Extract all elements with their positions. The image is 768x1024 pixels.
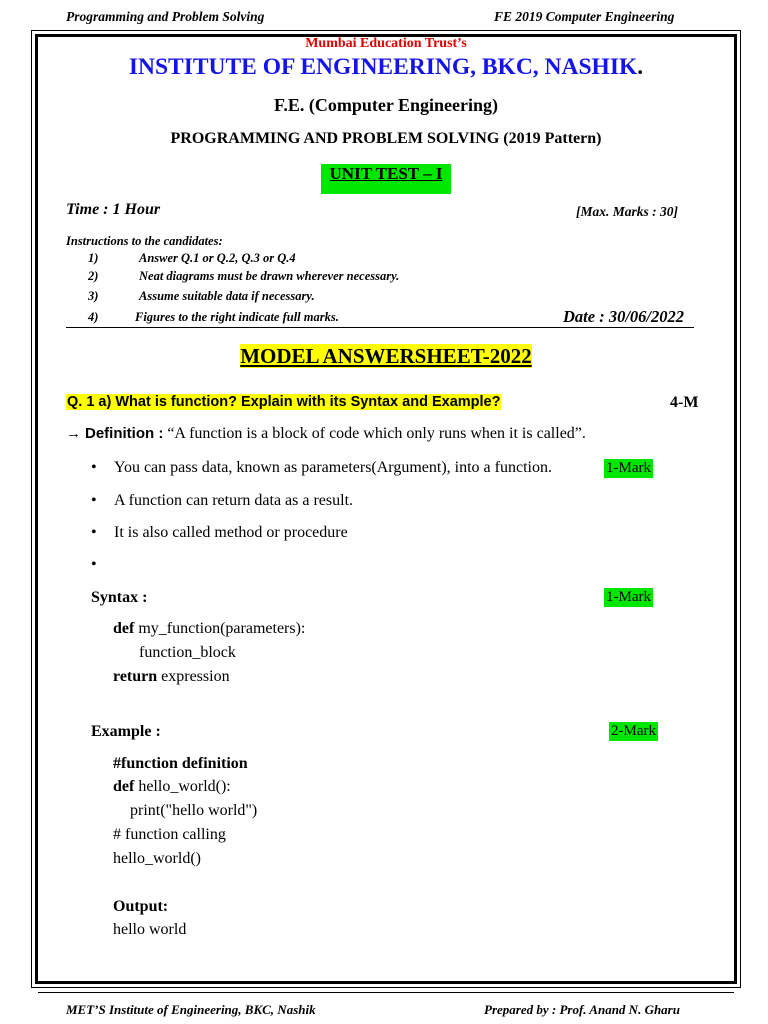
bullet-icon: •: [91, 556, 97, 573]
keyword: def: [113, 620, 135, 637]
trust-name: Mumbai Education Trust’s: [305, 36, 467, 51]
instruction-text: Neat diagrams must be drawn wherever necessary.: [139, 269, 400, 283]
code-comment: # function calling: [113, 826, 226, 843]
example-label: Example :: [91, 723, 161, 740]
keyword: def: [113, 778, 135, 795]
code-text: expression: [157, 668, 230, 685]
course-name: F.E. (Computer Engineering): [273, 95, 498, 115]
institute-name-text: INSTITUTE OF ENGINEERING, BKC, NASHIK: [128, 54, 638, 80]
definition-line: [66, 425, 586, 443]
definition-text: “A function is a block of code which only runs when it is called”.: [163, 425, 586, 442]
section-divider: [66, 327, 694, 328]
syntax-line: function_block: [139, 644, 236, 661]
subject-name: PROGRAMMING AND PROBLEM SOLVING (2019 Pattern): [170, 130, 602, 147]
unit-test-label: UNIT TEST – I: [321, 164, 451, 194]
footer-right: Prepared by : Prof. Anand N. Gharu: [484, 1002, 680, 1017]
instructions-title: Instructions to the candidates:: [66, 234, 223, 248]
mark-badge: 2-Mark: [611, 723, 656, 739]
arrow-icon: →: [66, 425, 81, 442]
bullet-icon: •: [91, 492, 97, 509]
instruction-text: Answer Q.1 or Q.2, Q.3 or Q.4: [139, 251, 296, 265]
question-text: Q. 1 a) What is function? Explain with its Syntax and Example?: [67, 394, 501, 410]
max-marks: [Max. Marks : 30]: [576, 204, 679, 219]
syntax-line: [113, 620, 305, 638]
question-marks: 4-M: [670, 394, 699, 411]
code-line: print("hello world"): [130, 802, 258, 819]
mark-badge: 1-Mark: [606, 460, 651, 476]
instruction-number: 1): [88, 251, 99, 265]
code-comment: #function definition: [113, 755, 248, 772]
unit-test-banner: [38, 164, 734, 194]
institute-name: [38, 54, 734, 81]
instruction-number: 4): [88, 310, 99, 324]
answersheet-title-text: MODEL ANSWERSHEET-2022: [240, 344, 532, 368]
code-text: hello_world():: [134, 778, 231, 795]
keyword: return: [113, 668, 158, 685]
footer-rule: [38, 992, 734, 993]
footer-left: MET’S Institute of Engineering, BKC, Nashik: [66, 1002, 316, 1017]
bullet-text: A function can return data as a result.: [114, 492, 354, 509]
code-line: hello_world(): [113, 850, 201, 867]
institute-dot: .: [637, 54, 644, 80]
exam-time: Time : 1 Hour: [66, 201, 161, 218]
code-line: [113, 778, 231, 796]
syntax-line: [113, 668, 230, 686]
mark-badge: 1-Mark: [606, 589, 651, 605]
exam-date: Date : 30/06/2022: [563, 307, 684, 326]
syntax-label: Syntax :: [91, 589, 148, 606]
instruction-number: 2): [88, 269, 99, 283]
answersheet-title: [38, 344, 734, 369]
bullet-text: You can pass data, known as parameters(Argument), into a function.: [114, 459, 552, 476]
output-label: Output:: [113, 898, 169, 915]
definition-label: Definition :: [85, 425, 164, 442]
instruction-text: Assume suitable data if necessary.: [139, 289, 315, 303]
instruction-number: 3): [88, 289, 99, 303]
output-value: hello world: [113, 921, 187, 938]
bullet-text: It is also called method or procedure: [114, 524, 348, 541]
bullet-icon: •: [91, 459, 97, 476]
header-right: FE 2019 Computer Engineering: [494, 9, 675, 24]
instruction-text: Figures to the right indicate full marks.: [135, 310, 339, 324]
code-text: my_function(parameters):: [134, 620, 306, 637]
header-left: Programming and Problem Solving: [66, 9, 265, 24]
bullet-icon: •: [91, 524, 97, 541]
